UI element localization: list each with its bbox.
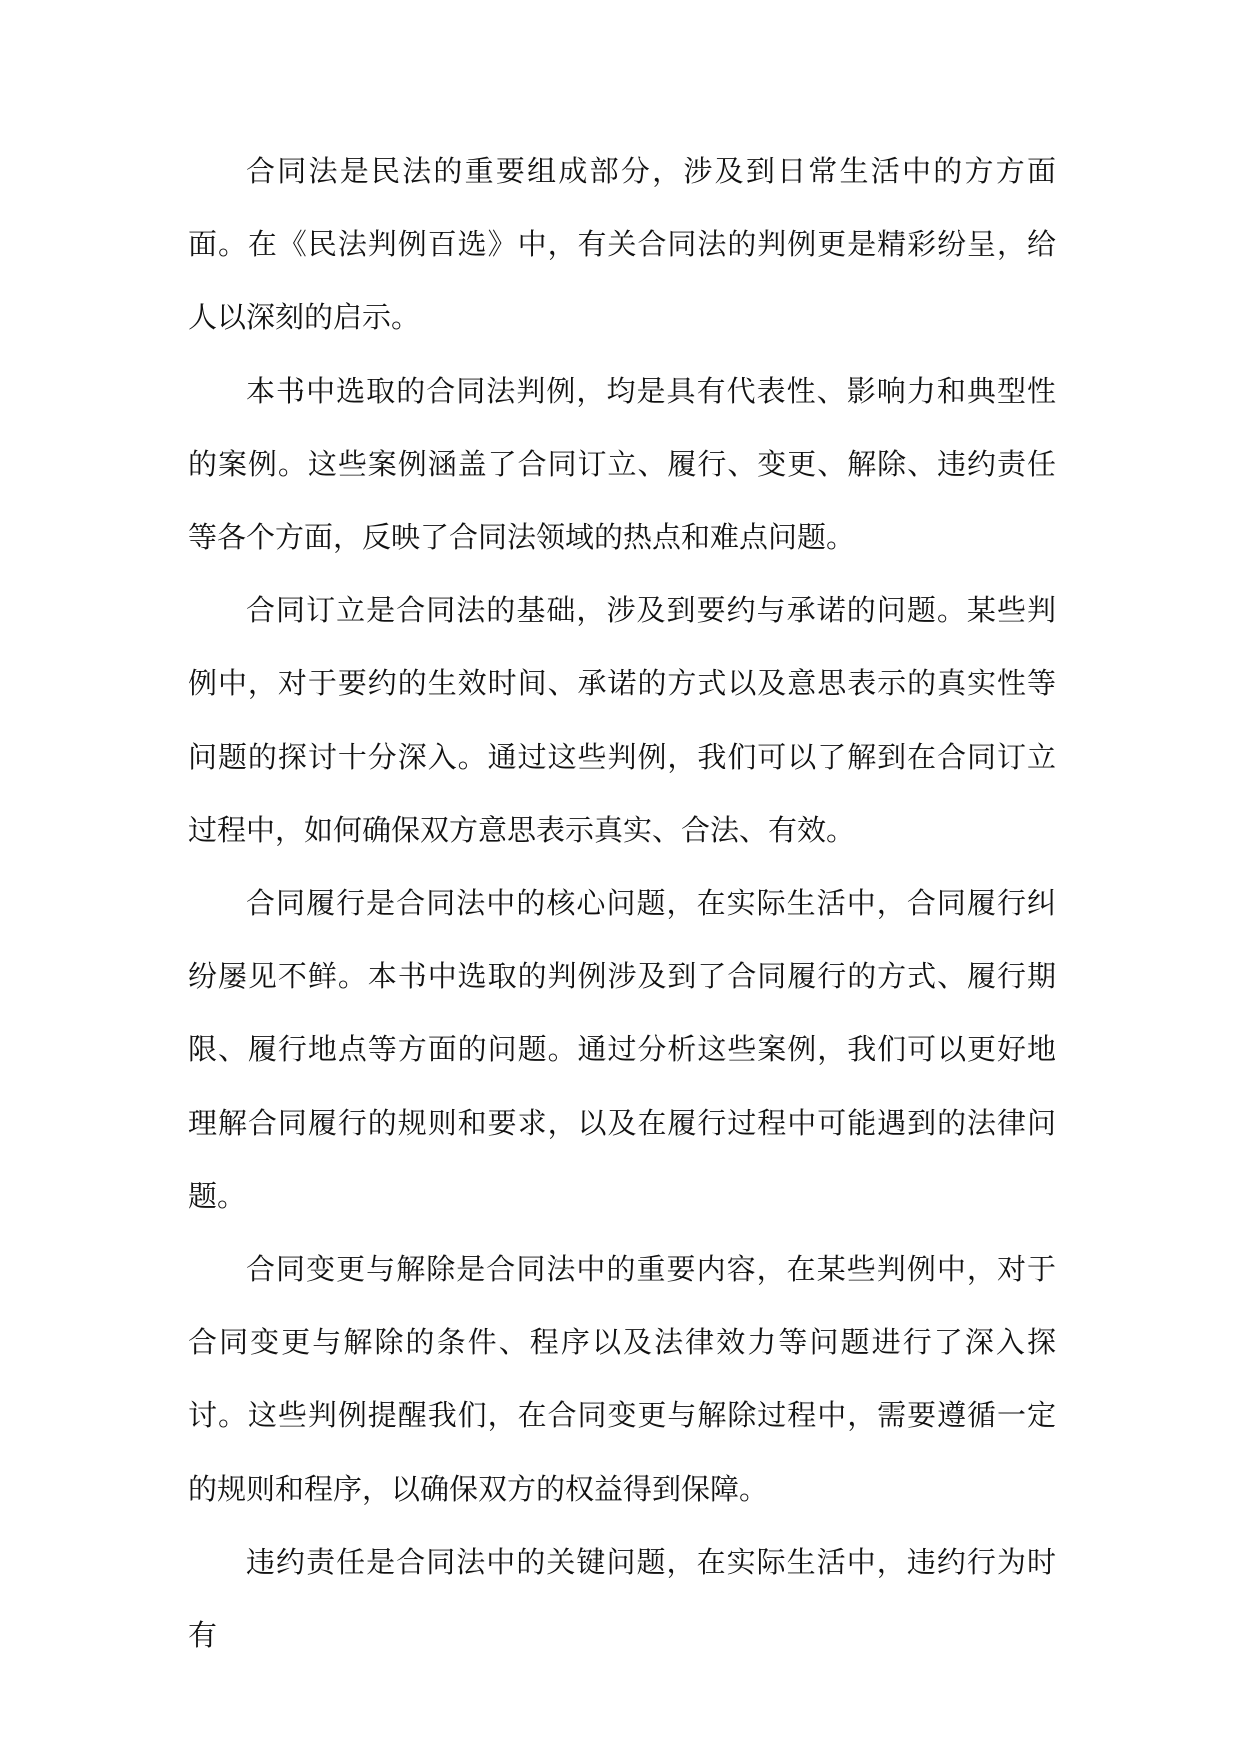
paragraph-contract-law-intro: 合同法是民法的重要组成部分，涉及到日常生活中的方方面面。在《民法判例百选》中，有关合同法的判例更是精彩纷呈，给人以深刻的启示。 [188, 154, 1056, 335]
document-body [188, 135, 1056, 1672]
paragraph-modification-termination: 合同变更与解除是合同法中的重要内容，在某些判例中，对于合同变更与解除的条件、程序以及法律效力等问题进行了深入探讨。这些判例提醒我们，在合同变更与解除过程中，需要遵循一定的规则和程序，以确保双方的权益得到保障。 [188, 1252, 1056, 1506]
paragraph-contract-performance: 合同履行是合同法中的核心问题，在实际生活中，合同履行纠纷屡见不鲜。本书中选取的判例涉及到了合同履行的方式、履行期限、履行地点等方面的问题。通过分析这些案例，我们可以更好地理解合同履行的规则和要求，以及在履行过程中可能遇到的法律问题。 [188, 886, 1056, 1213]
paragraph-contract-formation: 合同订立是合同法的基础，涉及到要约与承诺的问题。某些判例中，对于要约的生效时间、承诺的方式以及意思表示的真实性等问题的探讨十分深入。通过这些判例，我们可以了解到在合同订立过程中，如何确保双方意思表示真实、合法、有效。 [188, 593, 1056, 847]
paragraph-selected-cases: 本书中选取的合同法判例，均是具有代表性、影响力和典型性的案例。这些案例涵盖了合同订立、履行、变更、解除、违约责任等各个方面，反映了合同法领域的热点和难点问题。 [188, 373, 1056, 555]
paragraph-breach-liability: 违约责任是合同法中的关键问题，在实际生活中，违约行为时有 [188, 1544, 1056, 1653]
